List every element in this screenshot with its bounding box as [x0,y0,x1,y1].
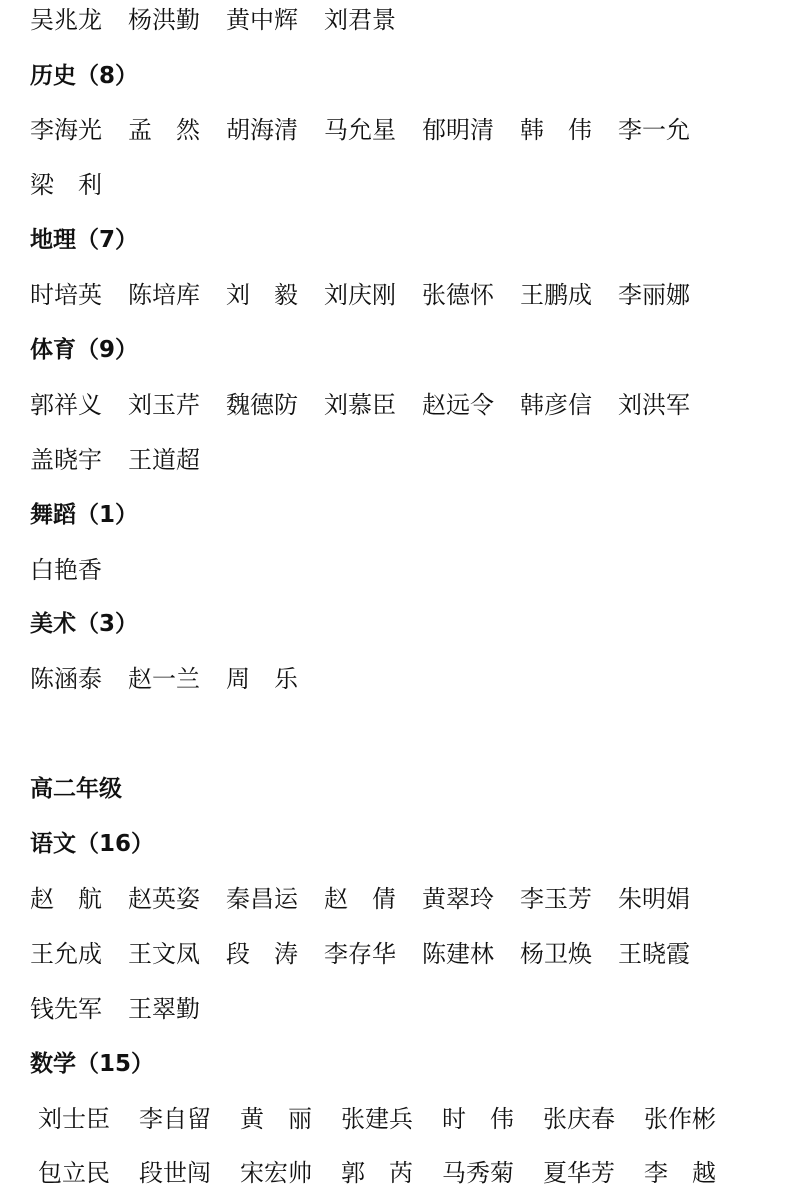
person-name: 段 涛 [226,940,298,968]
person-name: 时培英 [30,281,102,309]
name-row [30,112,716,148]
person-name: 赵 航 [30,885,102,913]
person-name: 陈培库 [128,281,200,309]
person-name: 杨卫焕 [520,940,592,968]
person-name: 钱先军 [30,995,102,1023]
person-name: 刘慕臣 [324,391,396,419]
person-name: 刘士臣 [38,1105,110,1133]
person-name: 黄 丽 [240,1105,312,1133]
person-name: 朱明娟 [618,885,690,913]
section-heading-history: 历史（8） [30,63,139,89]
person-name: 王允成 [30,940,102,968]
name-row [30,442,226,478]
person-name: 宋宏帅 [240,1159,312,1187]
person-name: 郭祥义 [30,391,102,419]
person-name: 包立民 [38,1159,110,1187]
person-name: 夏华芳 [543,1159,615,1187]
person-name: 李玉芳 [520,885,592,913]
name-row [30,2,422,38]
section-heading-dance: 舞蹈（1） [30,502,139,528]
section-heading-pe: 体育（9） [30,337,139,363]
person-name: 盖晓宇 [30,446,102,474]
grade-heading: 高二年级 [30,776,122,802]
person-name: 李一允 [618,116,690,144]
person-name: 张庆春 [543,1105,615,1133]
person-name: 刘 毅 [226,281,298,309]
person-name: 马允星 [324,116,396,144]
person-name: 梁 利 [30,171,102,199]
person-name: 秦昌运 [226,885,298,913]
person-name: 杨洪勤 [128,6,200,34]
person-name: 孟 然 [128,116,200,144]
person-name: 赵远令 [422,391,494,419]
section-heading-math: 数学（15） [30,1051,155,1077]
person-name: 李存华 [324,940,396,968]
person-name: 韩 伟 [520,116,592,144]
person-name: 赵英姿 [128,885,200,913]
person-name: 时 伟 [442,1105,514,1133]
person-name: 李丽娜 [618,281,690,309]
person-name: 王文凤 [128,940,200,968]
name-row [30,167,128,203]
name-row [38,1101,745,1137]
person-name: 李自留 [139,1105,211,1133]
person-name: 赵一兰 [128,665,200,693]
person-name: 白艳香 [30,556,102,584]
person-name: 胡海清 [226,116,298,144]
section-heading-geography: 地理（7） [30,227,139,253]
name-row [30,552,128,588]
person-name: 黄中辉 [226,6,298,34]
name-row [30,387,716,423]
person-name: 刘君景 [324,6,396,34]
person-name: 周 乐 [226,665,298,693]
person-name: 陈涵泰 [30,665,102,693]
person-name: 刘洪军 [618,391,690,419]
name-row [30,936,716,972]
name-row [30,277,716,313]
person-name: 郁明清 [422,116,494,144]
person-name: 王道超 [128,446,200,474]
person-name: 魏德防 [226,391,298,419]
person-name: 韩彦信 [520,391,592,419]
person-name: 李海光 [30,116,102,144]
person-name: 黄翠玲 [422,885,494,913]
person-name: 李 越 [644,1159,716,1187]
name-row [30,661,324,697]
person-name: 马秀菊 [442,1159,514,1187]
person-name: 张建兵 [341,1105,413,1133]
person-name: 刘庆刚 [324,281,396,309]
person-name: 吴兆龙 [30,6,102,34]
person-name: 刘玉芹 [128,391,200,419]
person-name: 陈建林 [422,940,494,968]
person-name: 张德怀 [422,281,494,309]
person-name: 段世闯 [139,1159,211,1187]
person-name: 王翠勤 [128,995,200,1023]
person-name: 王鹏成 [520,281,592,309]
section-heading-chinese: 语文（16） [30,831,155,857]
person-name: 赵 倩 [324,885,396,913]
name-row [30,881,716,917]
name-row [38,1155,745,1191]
section-heading-art: 美术（3） [30,611,139,637]
name-row [30,991,226,1027]
person-name: 郭 芮 [341,1159,413,1187]
person-name: 张作彬 [644,1105,716,1133]
person-name: 王晓霞 [618,940,690,968]
